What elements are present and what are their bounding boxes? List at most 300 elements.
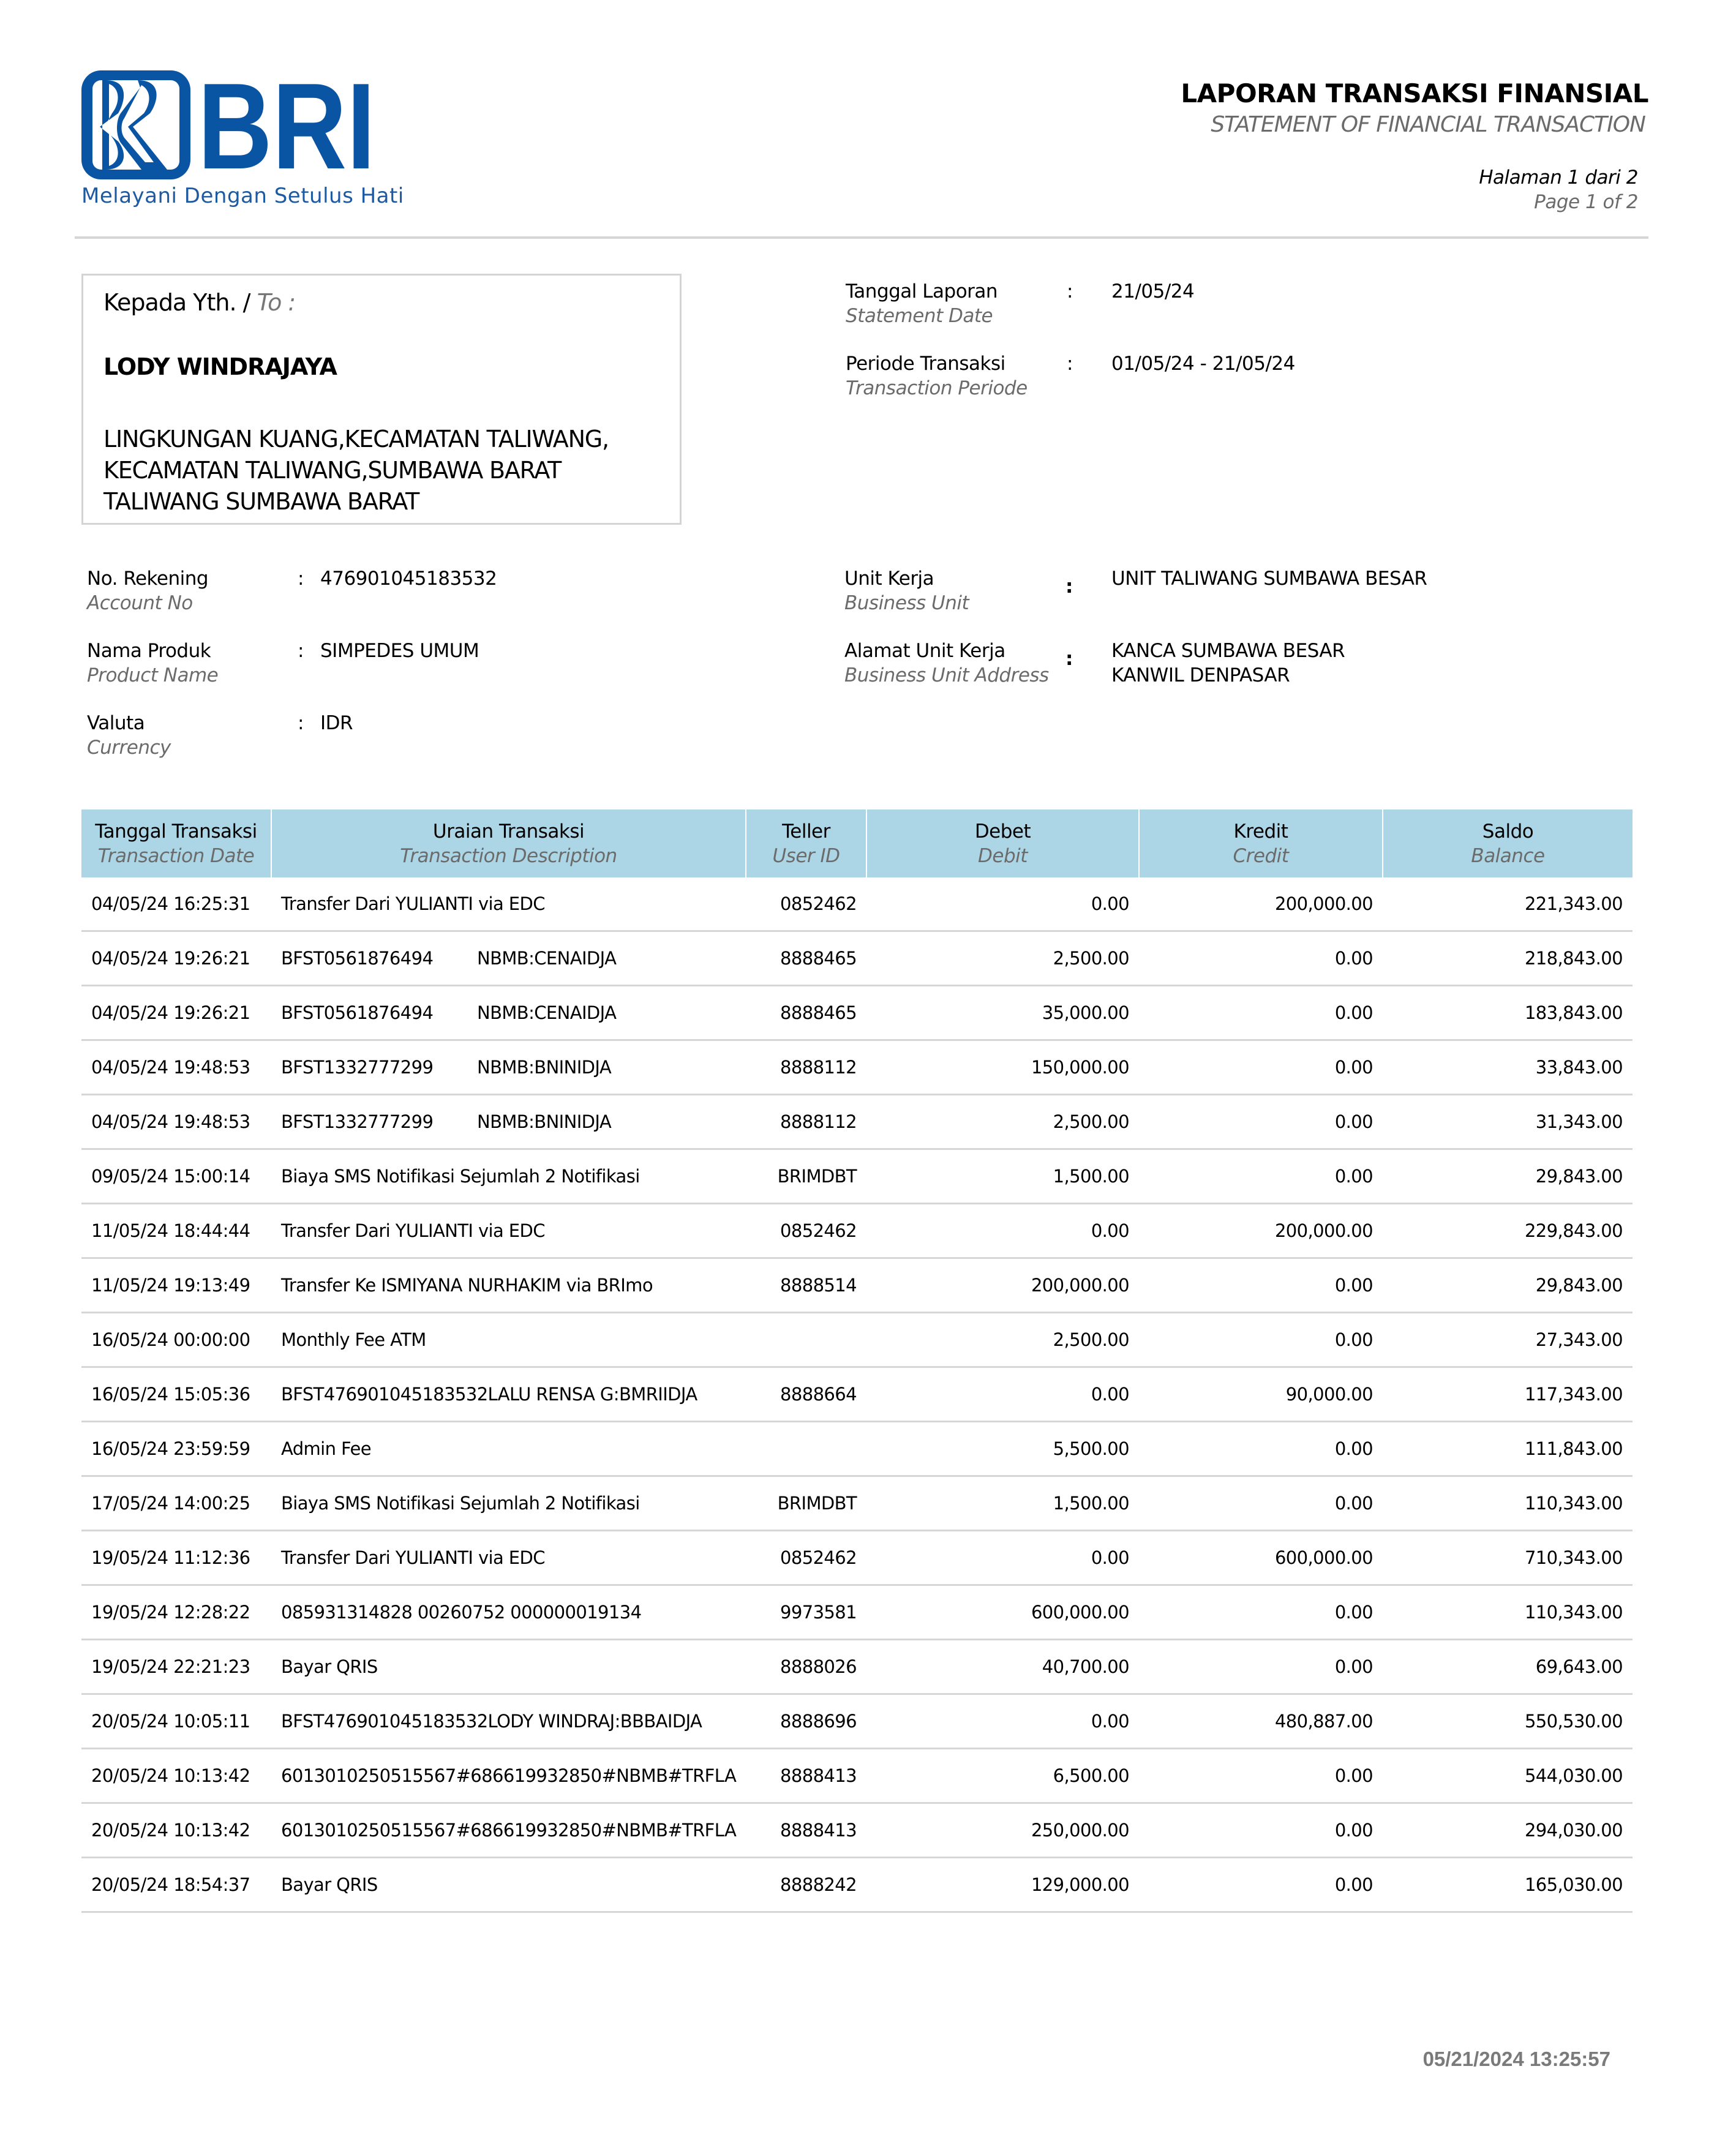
cell-balance	[1383, 1313, 1633, 1367]
balance-amount: 294,030.00	[1524, 1820, 1623, 1841]
cell-debit	[866, 1040, 1139, 1095]
cell-teller	[746, 877, 866, 931]
transaction-description: Biaya SMS Notifikasi Sejumlah 2 Notifikasi	[281, 1493, 640, 1514]
cell-teller	[746, 1585, 866, 1640]
balance-amount: 110,343.00	[1524, 1493, 1623, 1514]
logo-tagline: Melayani Dengan Setulus Hati	[81, 184, 404, 208]
transaction-period-value: 01/05/24 - 21/05/24	[1111, 353, 1295, 375]
transaction-reference: BFST0561876494	[281, 948, 434, 969]
credit-amount: 600,000.00	[1274, 1547, 1373, 1568]
cell-description	[271, 1585, 746, 1640]
cell-balance	[1383, 1531, 1633, 1585]
debit-amount: 0.00	[1091, 893, 1129, 914]
transaction-description: Admin Fee	[281, 1438, 372, 1459]
recipient-label	[103, 289, 295, 316]
credit-amount: 0.00	[1334, 1002, 1373, 1023]
teller-id: 8888465	[780, 1002, 857, 1023]
debit-amount: 129,000.00	[1031, 1874, 1129, 1895]
business-unit-value: UNIT TALIWANG SUMBAWA BESAR	[1111, 568, 1427, 590]
table-row	[81, 1476, 1633, 1531]
cell-credit	[1139, 931, 1383, 986]
address-line: LINGKUNGAN KUANG,KECAMATAN TALIWANG,	[103, 426, 609, 453]
cell-credit	[1139, 1367, 1383, 1422]
cell-date	[81, 1476, 271, 1531]
column-header-credit	[1139, 809, 1383, 877]
bri-logo-mark-icon	[81, 70, 190, 179]
column-header-label: Tanggal Transaksi	[95, 820, 257, 843]
cell-date	[81, 1149, 271, 1204]
table-row	[81, 877, 1633, 931]
cell-description	[271, 1149, 746, 1204]
cell-balance	[1383, 1422, 1633, 1476]
cell-description	[271, 1694, 746, 1749]
cell-balance	[1383, 1149, 1633, 1204]
cell-description	[271, 1858, 746, 1912]
credit-amount: 0.00	[1334, 1057, 1373, 1078]
recipient-label-id: Kepada Yth. /	[103, 289, 250, 316]
transaction-period-label	[846, 351, 1028, 400]
transaction-description: 6013010250515567#686619932850#NBMB#TRFLA	[281, 1765, 737, 1786]
table-row	[81, 1258, 1633, 1313]
statement-date-label-id: Tanggal Laporan	[846, 280, 998, 302]
balance-amount: 111,843.00	[1524, 1438, 1623, 1459]
teller-id: 9973581	[780, 1602, 857, 1623]
business-unit-label	[844, 566, 969, 615]
cell-credit	[1139, 1095, 1383, 1149]
bri-logo-wordmark: BRI	[198, 58, 375, 195]
transaction-table	[81, 809, 1633, 1913]
address-line: KECAMATAN TALIWANG,SUMBAWA BARAT	[103, 457, 562, 484]
column-header-label-en: Credit	[1233, 844, 1289, 867]
column-header-label: Saldo	[1482, 820, 1534, 843]
cell-debit	[866, 1258, 1139, 1313]
cell-teller	[746, 1640, 866, 1694]
cell-description	[271, 877, 746, 931]
cell-teller	[746, 986, 866, 1040]
colon: :	[298, 712, 304, 734]
balance-amount: 221,343.00	[1524, 893, 1623, 914]
product-name-value: SIMPEDES UMUM	[320, 640, 479, 662]
cell-teller	[746, 931, 866, 986]
business-unit-address-label-id: Alamat Unit Kerja	[844, 640, 1005, 662]
balance-amount: 550,530.00	[1524, 1711, 1623, 1732]
transaction-description: Bayar QRIS	[281, 1656, 378, 1677]
cell-credit	[1139, 1531, 1383, 1585]
credit-amount: 90,000.00	[1285, 1384, 1373, 1405]
statement-date-label	[846, 279, 998, 328]
cell-debit	[866, 1585, 1139, 1640]
transaction-date: 04/05/24 19:48:53	[91, 1057, 250, 1078]
table-row	[81, 986, 1633, 1040]
cell-description	[271, 1531, 746, 1585]
transaction-date: 20/05/24 10:05:11	[91, 1711, 250, 1732]
cell-date	[81, 931, 271, 986]
cell-teller	[746, 1749, 866, 1803]
cell-balance	[1383, 1585, 1633, 1640]
debit-amount: 250,000.00	[1031, 1820, 1129, 1841]
cell-balance	[1383, 1204, 1633, 1258]
transaction-date: 16/05/24 23:59:59	[91, 1438, 250, 1459]
cell-credit	[1139, 1204, 1383, 1258]
transaction-date: 20/05/24 10:13:42	[91, 1765, 250, 1786]
cell-date	[81, 1858, 271, 1912]
cell-debit	[866, 1204, 1139, 1258]
cell-description	[271, 1258, 746, 1313]
table-row	[81, 1858, 1633, 1912]
transaction-description: NBMB:BNINIDJA	[477, 1057, 612, 1078]
balance-amount: 229,843.00	[1524, 1220, 1623, 1241]
cell-credit	[1139, 1858, 1383, 1912]
transaction-date: 04/05/24 19:26:21	[91, 1002, 250, 1023]
cell-debit	[866, 1422, 1139, 1476]
cell-date	[81, 1258, 271, 1313]
recipient-label-en: To :	[257, 289, 296, 316]
page-indicator-en: Page 1 of 2	[1534, 191, 1638, 213]
transaction-date: 04/05/24 16:25:31	[91, 893, 250, 914]
statement-date-label-en: Statement Date	[846, 305, 993, 327]
cell-balance	[1383, 1095, 1633, 1149]
cell-date	[81, 1749, 271, 1803]
debit-amount: 2,500.00	[1053, 1329, 1129, 1350]
credit-amount: 0.00	[1334, 1820, 1373, 1841]
currency-label	[87, 711, 171, 760]
cell-teller	[746, 1422, 866, 1476]
cell-teller	[746, 1476, 866, 1531]
table-row	[81, 1531, 1633, 1585]
debit-amount: 0.00	[1091, 1220, 1129, 1241]
teller-id: 8888413	[780, 1765, 857, 1786]
cell-credit	[1139, 1640, 1383, 1694]
cell-credit	[1139, 1422, 1383, 1476]
cell-teller	[746, 1858, 866, 1912]
teller-id: 8888514	[780, 1275, 857, 1296]
balance-amount: 31,343.00	[1535, 1111, 1623, 1132]
balance-amount: 33,843.00	[1535, 1057, 1623, 1078]
business-unit-address-line: KANCA SUMBAWA BESAR	[1111, 640, 1345, 662]
column-header-label: Uraian Transaksi	[432, 820, 585, 843]
debit-amount: 0.00	[1091, 1711, 1129, 1732]
transaction-description: Bayar QRIS	[281, 1874, 378, 1895]
cell-teller	[746, 1149, 866, 1204]
cell-credit	[1139, 1476, 1383, 1531]
cell-date	[81, 1204, 271, 1258]
column-header-label-en: Debit	[978, 844, 1028, 867]
cell-teller	[746, 1313, 866, 1367]
credit-amount: 480,887.00	[1274, 1711, 1373, 1732]
debit-amount: 0.00	[1091, 1547, 1129, 1568]
transaction-reference: BFST1332777299	[281, 1057, 434, 1078]
column-header-label-en: User ID	[772, 844, 840, 867]
column-header-label: Kredit	[1233, 820, 1288, 843]
table-row	[81, 1367, 1633, 1422]
cell-credit	[1139, 1040, 1383, 1095]
cell-debit	[866, 1694, 1139, 1749]
transaction-description: BFST476901045183532LODY WINDRAJ:BBBAIDJA	[281, 1711, 702, 1732]
table-row	[81, 1040, 1633, 1095]
cell-balance	[1383, 1476, 1633, 1531]
teller-id: 8888112	[780, 1111, 857, 1132]
column-header-date	[81, 809, 271, 877]
transaction-description: Monthly Fee ATM	[281, 1329, 426, 1350]
cell-balance	[1383, 1258, 1633, 1313]
cell-debit	[866, 1367, 1139, 1422]
cell-description	[271, 1204, 746, 1258]
teller-id: 8888242	[780, 1874, 857, 1895]
credit-amount: 0.00	[1334, 1329, 1373, 1350]
cell-debit	[866, 931, 1139, 986]
cell-credit	[1139, 1313, 1383, 1367]
business-unit-address-label-en: Business Unit Address	[844, 664, 1049, 686]
cell-date	[81, 1640, 271, 1694]
cell-debit	[866, 1149, 1139, 1204]
cell-credit	[1139, 986, 1383, 1040]
header-divider	[75, 236, 1648, 239]
cell-debit	[866, 1640, 1139, 1694]
cell-description	[271, 986, 746, 1040]
cell-description	[271, 931, 746, 986]
teller-id: BRIMDBT	[777, 1493, 857, 1514]
balance-amount: 110,343.00	[1524, 1602, 1623, 1623]
transaction-description: Biaya SMS Notifikasi Sejumlah 2 Notifikasi	[281, 1166, 640, 1187]
currency-label-en: Currency	[87, 737, 171, 759]
teller-id: 8888465	[780, 948, 857, 969]
cell-teller	[746, 1803, 866, 1858]
debit-amount: 200,000.00	[1031, 1275, 1129, 1296]
transaction-date: 11/05/24 19:13:49	[91, 1275, 250, 1296]
table-row	[81, 1422, 1633, 1476]
cell-date	[81, 1585, 271, 1640]
balance-amount: 29,843.00	[1535, 1275, 1623, 1296]
credit-amount: 0.00	[1334, 1275, 1373, 1296]
cell-balance	[1383, 1749, 1633, 1803]
cell-debit	[866, 1531, 1139, 1585]
table-row	[81, 1749, 1633, 1803]
cell-date	[81, 1422, 271, 1476]
cell-teller	[746, 1095, 866, 1149]
address-line: TALIWANG SUMBAWA BARAT	[103, 488, 419, 515]
cell-date	[81, 877, 271, 931]
account-no-label-en: Account No	[87, 592, 193, 614]
cell-balance	[1383, 986, 1633, 1040]
credit-amount: 0.00	[1334, 1438, 1373, 1459]
cell-balance	[1383, 1694, 1633, 1749]
debit-amount: 35,000.00	[1042, 1002, 1129, 1023]
transaction-date: 20/05/24 10:13:42	[91, 1820, 250, 1841]
debit-amount: 2,500.00	[1053, 948, 1129, 969]
customer-name: LODY WINDRAJAYA	[103, 353, 337, 380]
cell-teller	[746, 1204, 866, 1258]
teller-id: 8888696	[780, 1711, 857, 1732]
cell-balance	[1383, 1367, 1633, 1422]
teller-id: 8888112	[780, 1057, 857, 1078]
recipient-box	[81, 274, 682, 525]
printed-timestamp: 05/21/2024 13:25:57	[1422, 2048, 1610, 2070]
transaction-date: 04/05/24 19:26:21	[91, 948, 250, 969]
transaction-date: 20/05/24 18:54:37	[91, 1874, 250, 1895]
transaction-period-label-id: Periode Transaksi	[846, 353, 1005, 375]
debit-amount: 150,000.00	[1031, 1057, 1129, 1078]
customer-address	[103, 424, 609, 517]
balance-amount: 69,643.00	[1535, 1656, 1623, 1677]
cell-teller	[746, 1531, 866, 1585]
cell-description	[271, 1040, 746, 1095]
business-unit-address-line: KANWIL DENPASAR	[1111, 664, 1290, 686]
debit-amount: 600,000.00	[1031, 1602, 1129, 1623]
transaction-description: Transfer Dari YULIANTI via EDC	[281, 1547, 545, 1568]
balance-amount: 218,843.00	[1524, 948, 1623, 969]
balance-amount: 544,030.00	[1524, 1765, 1623, 1786]
debit-amount: 2,500.00	[1053, 1111, 1129, 1132]
credit-amount: 0.00	[1334, 1602, 1373, 1623]
teller-id: 0852462	[780, 1547, 857, 1568]
cell-teller	[746, 1367, 866, 1422]
transaction-reference: BFST0561876494	[281, 1002, 434, 1023]
business-unit-address-label	[844, 639, 1049, 688]
cell-teller	[746, 1258, 866, 1313]
cell-debit	[866, 1858, 1139, 1912]
teller-id: 0852462	[780, 893, 857, 914]
cell-description	[271, 1476, 746, 1531]
cell-credit	[1139, 1149, 1383, 1204]
transaction-date: 16/05/24 15:05:36	[91, 1384, 250, 1405]
colon: :	[1065, 576, 1073, 598]
cell-credit	[1139, 877, 1383, 931]
cell-description	[271, 1367, 746, 1422]
cell-date	[81, 1694, 271, 1749]
cell-date	[81, 1803, 271, 1858]
report-subtitle: STATEMENT OF FINANCIAL TRANSACTION	[1211, 112, 1645, 137]
transaction-rows	[81, 877, 1633, 1912]
cell-balance	[1383, 1803, 1633, 1858]
transaction-description: 085931314828 00260752 000000019134	[281, 1602, 642, 1623]
transaction-date: 19/05/24 22:21:23	[91, 1656, 250, 1677]
cell-debit	[866, 1313, 1139, 1367]
cell-balance	[1383, 1040, 1633, 1095]
transaction-description: NBMB:CENAIDJA	[477, 1002, 617, 1023]
cell-debit	[866, 1476, 1139, 1531]
transaction-description: Transfer Ke ISMIYANA NURHAKIM via BRImo	[281, 1275, 653, 1296]
transaction-reference: BFST1332777299	[281, 1111, 434, 1132]
balance-amount: 117,343.00	[1524, 1384, 1623, 1405]
colon: :	[298, 568, 304, 590]
column-header-description	[271, 809, 746, 877]
product-name-label-en: Product Name	[87, 664, 219, 686]
cell-date	[81, 1367, 271, 1422]
cell-credit	[1139, 1585, 1383, 1640]
column-header-label-en: Balance	[1471, 844, 1545, 867]
cell-balance	[1383, 877, 1633, 931]
table-row	[81, 931, 1633, 986]
column-header-label-en: Transaction Description	[400, 844, 617, 867]
product-name-label	[87, 639, 218, 688]
debit-amount: 0.00	[1091, 1384, 1129, 1405]
cell-date	[81, 1313, 271, 1367]
column-header-label-en: Transaction Date	[97, 844, 255, 867]
cell-date	[81, 1095, 271, 1149]
table-row	[81, 1694, 1633, 1749]
table-row	[81, 1204, 1633, 1258]
transaction-description: NBMB:CENAIDJA	[477, 948, 617, 969]
product-name-label-id: Nama Produk	[87, 640, 211, 662]
transaction-date: 09/05/24 15:00:14	[91, 1166, 250, 1187]
balance-amount: 29,843.00	[1535, 1166, 1623, 1187]
transaction-description: NBMB:BNINIDJA	[477, 1111, 612, 1132]
cell-credit	[1139, 1694, 1383, 1749]
table-row	[81, 1313, 1633, 1367]
business-unit-address-value	[1111, 639, 1345, 688]
transaction-date: 19/05/24 12:28:22	[91, 1602, 250, 1623]
cell-description	[271, 1313, 746, 1367]
cell-description	[271, 1422, 746, 1476]
credit-amount: 0.00	[1334, 1874, 1373, 1895]
table-row	[81, 1149, 1633, 1204]
cell-balance	[1383, 1640, 1633, 1694]
page-indicator-id: Halaman 1 dari 2	[1479, 167, 1638, 189]
teller-id: BRIMDBT	[777, 1166, 857, 1187]
transaction-date: 17/05/24 14:00:25	[91, 1493, 250, 1514]
cell-debit	[866, 1803, 1139, 1858]
debit-amount: 5,500.00	[1053, 1438, 1129, 1459]
currency-label-id: Valuta	[87, 712, 145, 734]
cell-date	[81, 986, 271, 1040]
colon: :	[1065, 648, 1073, 670]
cell-debit	[866, 1749, 1139, 1803]
column-header-label: Teller	[782, 820, 830, 843]
account-no-label	[87, 566, 208, 615]
teller-id: 0852462	[780, 1220, 857, 1241]
cell-description	[271, 1749, 746, 1803]
credit-amount: 200,000.00	[1274, 1220, 1373, 1241]
colon: :	[1067, 280, 1073, 302]
statement-date-value: 21/05/24	[1111, 280, 1195, 302]
balance-amount: 27,343.00	[1535, 1329, 1623, 1350]
table-row	[81, 1585, 1633, 1640]
credit-amount: 0.00	[1334, 1656, 1373, 1677]
cell-debit	[866, 1095, 1139, 1149]
balance-amount: 183,843.00	[1524, 1002, 1623, 1023]
transaction-date: 19/05/24 11:12:36	[91, 1547, 250, 1568]
cell-credit	[1139, 1749, 1383, 1803]
column-header-label: Debet	[974, 820, 1031, 843]
cell-debit	[866, 877, 1139, 931]
teller-id: 8888026	[780, 1656, 857, 1677]
cell-teller	[746, 1040, 866, 1095]
transaction-description: Transfer Dari YULIANTI via EDC	[281, 1220, 545, 1241]
cell-balance	[1383, 931, 1633, 986]
cell-credit	[1139, 1803, 1383, 1858]
teller-id: 8888664	[780, 1384, 857, 1405]
business-unit-label-id: Unit Kerja	[844, 568, 934, 590]
transaction-date: 04/05/24 19:48:53	[91, 1111, 250, 1132]
cell-teller	[746, 1694, 866, 1749]
transaction-description: BFST476901045183532LALU RENSA G:BMRIIDJA	[281, 1384, 697, 1405]
cell-date	[81, 1040, 271, 1095]
cell-description	[271, 1640, 746, 1694]
transaction-date: 16/05/24 00:00:00	[91, 1329, 250, 1350]
transaction-description: 6013010250515567#686619932850#NBMB#TRFLA	[281, 1820, 737, 1841]
balance-amount: 710,343.00	[1524, 1547, 1623, 1568]
balance-amount: 165,030.00	[1524, 1874, 1623, 1895]
column-header-balance	[1383, 809, 1633, 877]
cell-description	[271, 1095, 746, 1149]
debit-amount: 6,500.00	[1053, 1765, 1129, 1786]
table-row	[81, 1095, 1633, 1149]
credit-amount: 0.00	[1334, 1493, 1373, 1514]
cell-description	[271, 1803, 746, 1858]
colon: :	[1067, 353, 1073, 375]
debit-amount: 1,500.00	[1053, 1493, 1129, 1514]
colon: :	[298, 640, 304, 662]
